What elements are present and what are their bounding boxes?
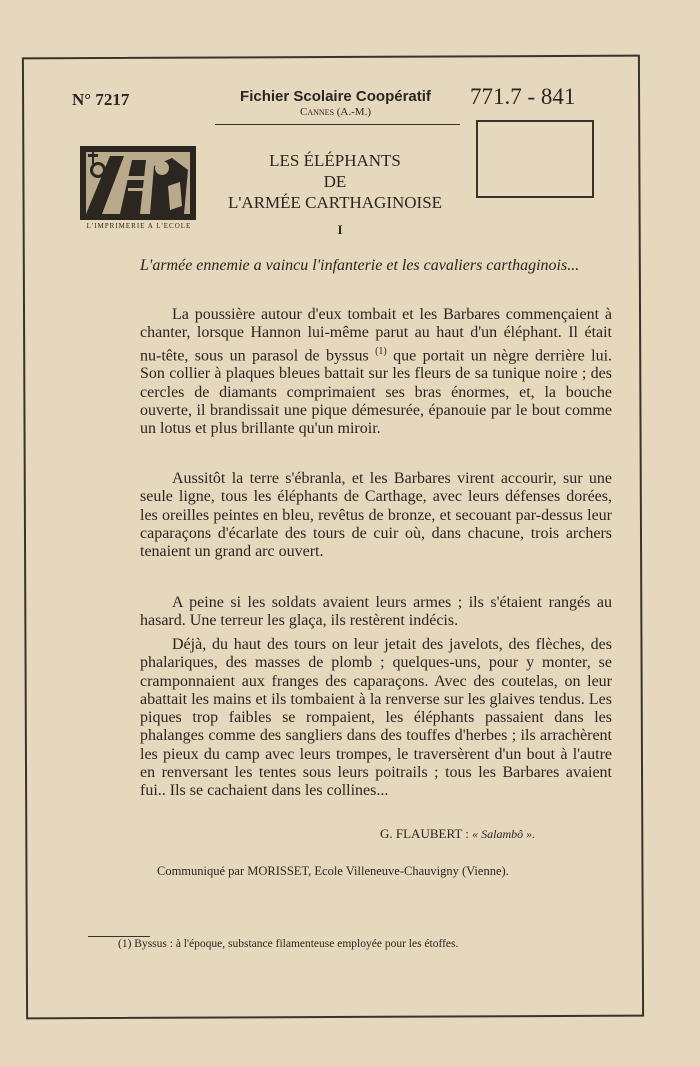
footnote: (1) Byssus : à l'époque, substance filamenteuse employée pour les étoffes.	[118, 938, 459, 950]
title-line-1: LES ÉLÉPHANTS	[269, 151, 401, 170]
paragraph-3-text: A peine si les soldats avaient leurs armes ; ils s'étaient rangés au hasard. Une terreur les glaça, ils restèrent indécis.	[140, 594, 612, 630]
paragraph-2-text: Aussitôt la terre s'ébranla, et les Barbares virent accourir, sur une seule ligne, tous les éléphants de Carthage, avec leurs défenses dorées, les oreilles peintes en bleu, revêtus de bronze, et secouant par-dessus leur caparaçons d'écarlate des tours de cuir où, dans chacune, trois archers tenaient un grand arc ouvert.	[140, 470, 612, 561]
footnote-rule	[88, 936, 150, 937]
footnote-ref: (1)	[375, 345, 387, 357]
card-number: N° 7217	[72, 90, 130, 109]
publisher-city: Cannes (A.-M.)	[300, 106, 371, 118]
empty-stamp-box	[476, 120, 594, 198]
paragraph-4-text: Déjà, du haut des tours on leur jetait des javelots, des flèches, des phalariques, des masses de plomb ; quelques-uns, pour y monter, se cramponnaient aux franges des caparaçons. Avec des coutelas, on leur abattait les mains et ils tombaient à la renverse sur les glaives tendus. Les piques trop faibles se rompaient, les éléphants passaient dans les phalanges comme des sangliers dans des touffes d'herbes ; ils arrachèrent les pieux du camp avec leurs trompes, le traversèrent d'un bout à l'autre en renversant les tentes sous leurs poitrails ; tous les Barbares avaient fui.. Ils se cachaient dans les collines...	[140, 636, 612, 800]
paragraph-1-end: que portait un nègre derrière lui. Son collier à plaques bleues battait sur les fleurs de sa tunique noire ; des cercles de diamants comprimaient ses bras énormes, et, la bouche ouverte, il brandissait une pique démesurée, épanouie par le bout comme un lotus et plus brillante qu'un miroir.	[140, 346, 613, 438]
woodcut-printers-icon	[80, 146, 196, 220]
paragraph-1	[140, 306, 612, 438]
attribution-work: « Salambô ».	[472, 827, 536, 841]
paragraph-3	[140, 594, 612, 631]
attribution	[380, 826, 535, 842]
header-rule	[215, 124, 460, 125]
part-number: I	[337, 222, 343, 237]
title-line-2: DE	[323, 172, 347, 191]
intro-text: L'armée ennemie a vaincu l'infanterie et les cavaliers carthaginois...	[140, 257, 580, 274]
paragraph-1-start: La poussière autour d'eux tombait et les Barbares commençaient à chanter, lorsque Hannon lui-même parut au haut d'un éléphant. Il était nu-tête, sous un parasol de byssus	[140, 306, 612, 364]
communique-line: Communiqué par MORISSET, Ecole Villeneuve-Chauvigny (Vienne).	[157, 864, 509, 878]
attribution-author: G. FLAUBERT :	[380, 826, 469, 841]
paragraph-4	[140, 636, 612, 801]
paragraph-2	[140, 470, 612, 561]
document-title	[205, 150, 465, 213]
publisher-name: Fichier Scolaire Coopératif	[240, 88, 431, 105]
title-line-3: L'ARMÉE CARTHAGINOISE	[227, 193, 443, 212]
logo-caption: L'IMPRIMERIE A L'ECOLE	[86, 222, 192, 230]
classification-code: 771.7 - 841	[470, 84, 576, 109]
